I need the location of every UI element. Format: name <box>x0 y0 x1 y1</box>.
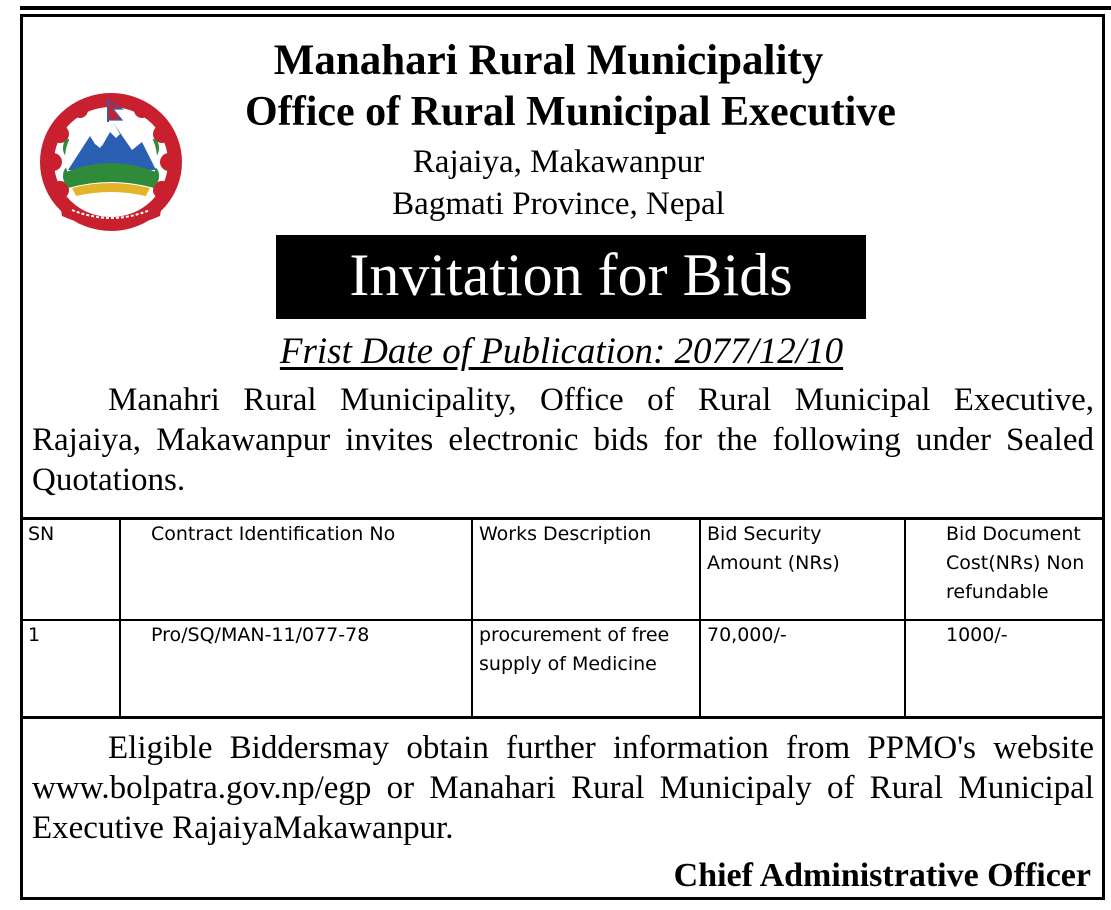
cell-contract-id: Pro/SQ/MAN-11/077-78 <box>120 620 472 718</box>
cell-sn: 1 <box>20 620 120 718</box>
table-header-row <box>20 519 1105 620</box>
column-header-bid-document-cost: Bid Document Cost(NRs) Non refundable <box>905 519 1105 620</box>
notice-title-banner: Invitation for Bids <box>276 235 866 319</box>
municipality-name: Manahari Rural Municipality <box>273 37 824 84</box>
address-line-1: Rajaiya, Makawanpur <box>412 144 705 180</box>
closing-paragraph: Eligible Biddersmay obtain further information from PPMO's website www.bolpatra.gov.np/egp or Manahari Rural Municipaly of Rural Municipal Executive RajaiyaMakawanpur. <box>32 730 1094 846</box>
column-header-sn: SN <box>20 519 120 620</box>
cell-works-description: procurement of free supply of Medicine <box>472 620 700 718</box>
column-header-contract-id: Contract Identification No <box>120 519 472 620</box>
publication-date: Frist Date of Publication: 2077/12/10 <box>279 331 844 372</box>
cell-bid-security: 70,000/- <box>700 620 905 718</box>
signatory: Chief Administrative Officer <box>673 857 1091 894</box>
top-rule <box>20 6 1111 10</box>
office-name: Office of Rural Municipal Executive <box>245 89 896 135</box>
column-header-bid-security: Bid Security Amount (NRs) <box>700 519 905 620</box>
intro-paragraph: Manahri Rural Municipality, Office of Rural Municipal Executive, Rajaiya, Makawanpur invites electronic bids for the following under Sealed Quotations. <box>32 382 1094 498</box>
column-header-works-description: Works Description <box>472 519 700 620</box>
address-line-2: Bagmati Province, Nepal <box>392 186 725 222</box>
table-row <box>20 620 1105 718</box>
bids-table <box>20 517 1105 719</box>
cell-bid-document-cost: 1000/- <box>905 620 1105 718</box>
